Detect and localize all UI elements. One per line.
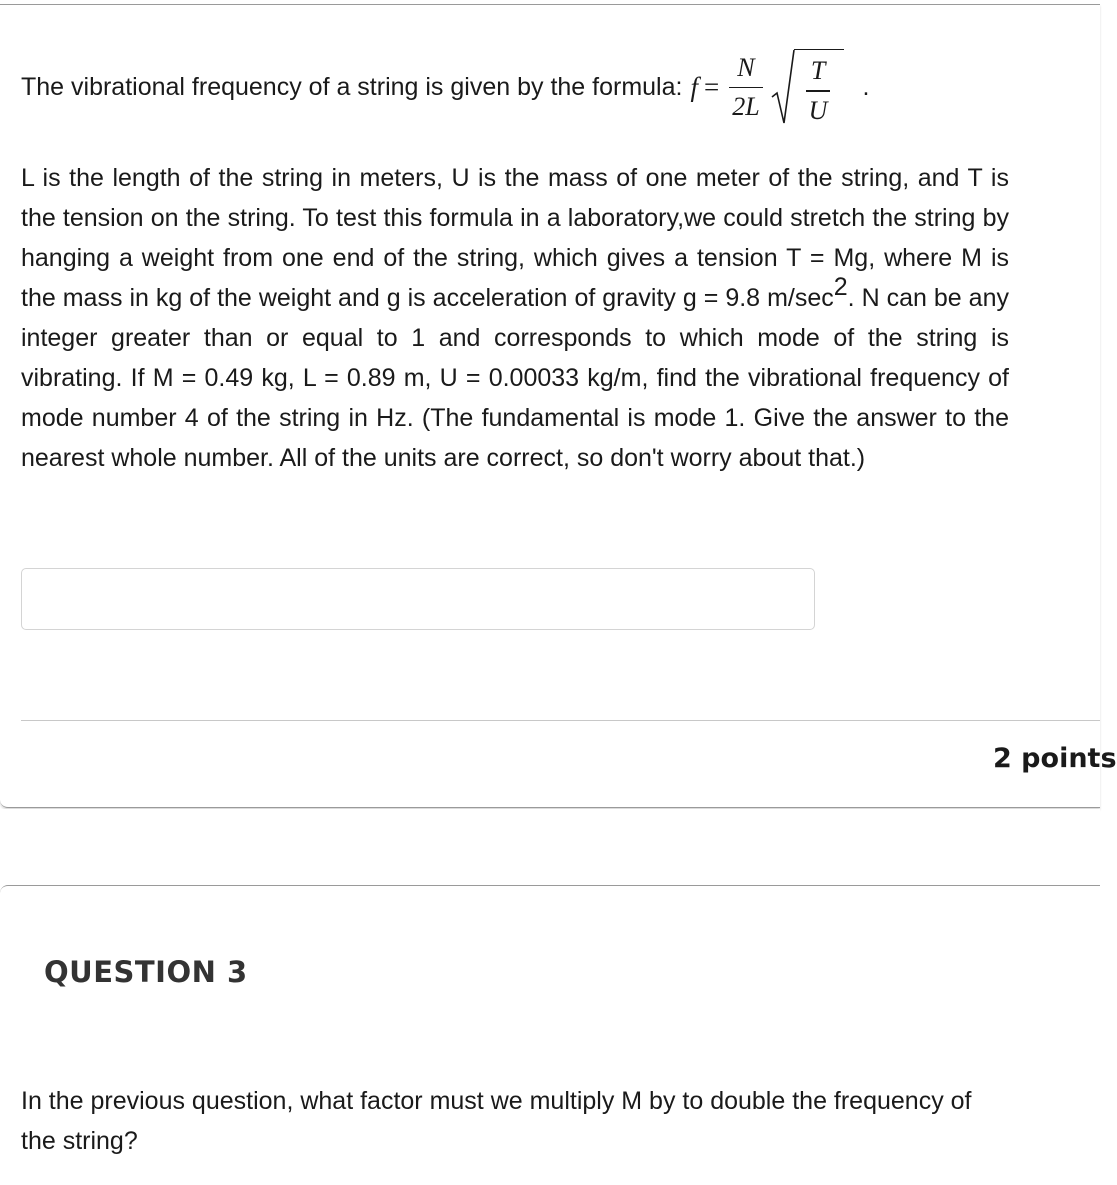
answer-input[interactable] bbox=[21, 568, 815, 630]
sqrt-numerator: T bbox=[810, 56, 826, 85]
question-3-title: QUESTION 3 bbox=[44, 955, 248, 989]
divider bbox=[21, 720, 1100, 721]
formula-line bbox=[21, 49, 869, 126]
formula-intro: The vibrational frequency of a string is given by the formula: bbox=[21, 72, 683, 101]
formula-numerator: N bbox=[737, 52, 755, 82]
superscript-2: 2 bbox=[833, 272, 848, 301]
radical-sign-icon bbox=[771, 49, 795, 125]
sqrt-fraction-bar bbox=[806, 90, 831, 92]
points-label: 2 points bbox=[993, 743, 1117, 774]
card-gap bbox=[0, 809, 1100, 885]
formula-fraction bbox=[729, 53, 762, 123]
sqrt-fraction bbox=[806, 56, 831, 126]
square-root bbox=[771, 49, 845, 126]
question-2-text-part2: . N can be any integer greater than or equal to 1 and corresponds to which mode of the string is vibrating. If M = 0.49 kg, L = 0.89 m, U = 0.00033 kg/m, find the vibrational frequency of mode number 4 of the string in Hz. (The fundamental is mode 1. Give the answer to the nearest whole number. All of the units are correct, so don't worry about that.) bbox=[21, 284, 1009, 472]
formula-equals: = bbox=[703, 71, 720, 102]
formula-end: . bbox=[862, 72, 870, 101]
question-2-text-part1: L is the length of the string in meters, U is the mass of one meter of the string, and T is the tension on the string. To test this formula in a laboratory,we could stretch the string by hanging a weight from one end of the string, which gives a tension T = Mg, where M is the mass in kg of the weight and g is acceleration of gravity g = 9.8 m/sec bbox=[21, 164, 1009, 312]
sqrt-content bbox=[794, 49, 845, 126]
question-2-text bbox=[21, 158, 1009, 478]
fraction-bar bbox=[729, 87, 762, 89]
question-3-text: In the previous question, what factor must we multiply M by to double the frequency of the string? bbox=[21, 1087, 972, 1155]
formula-lhs: f bbox=[690, 71, 698, 102]
formula-denominator: 2L bbox=[732, 92, 760, 121]
sqrt-denominator: U bbox=[808, 95, 828, 125]
question-2-card bbox=[0, 4, 1117, 808]
